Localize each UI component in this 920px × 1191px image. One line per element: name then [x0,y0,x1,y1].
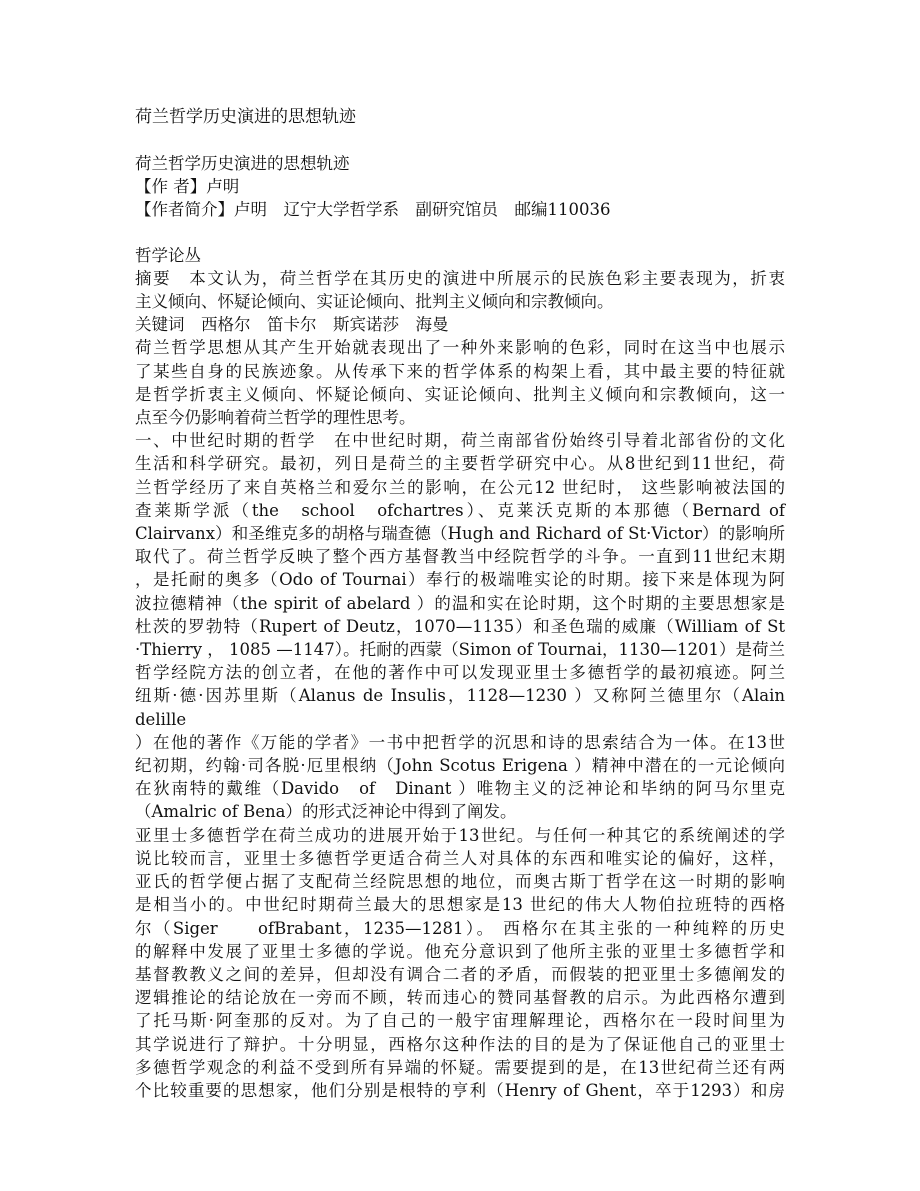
body-line: 摘要 本文认为，荷兰哲学在其历史的演进中所展示的民族色彩主要表现为，折衷 [135,268,785,288]
body-line: 了托马斯·阿奎那的反对。为了自己的一般宇宙理解理论，西格尔在一段时间里为 [135,1011,785,1031]
body-line: 主义倾向、怀疑论倾向、实证论倾向、批判主义倾向和宗教倾向。 [135,292,614,312]
article-title: 荷兰哲学历史演进的思想轨迹 [135,154,350,173]
body-line: 纪初期，约翰·司各脱·厄里根纳（John Scotus Erigena ）精神中潜在的一元论倾向 [135,756,785,776]
body-line: 是相当小的。中世纪时期荷兰最大的思想家是13 世纪的伟大人物伯拉班特的西格 [135,895,785,915]
body-line: 亚氏的哲学便占据了支配荷兰经院思想的地位，而奥古斯丁哲学在这一时期的影响 [135,872,785,892]
article-body [135,244,785,1103]
body-line: 了某些自身的民族迹象。从传承下来的哲学体系的构架上看，其中最主要的特征就 [135,361,785,381]
body-line: 杜茨的罗勃特（Rupert of Deutz，1070—1135）和圣色瑞的威廉（William of St [135,616,785,636]
document-title: 荷兰哲学历史演进的思想轨迹 [135,107,356,127]
body-line: ·Thierry ， 1085 —1147）。托耐的西蒙（Simon of Tournai，1130—1201）是荷兰 [135,640,785,660]
body-line: 查莱斯学派（the school ofchartres）、克莱沃克斯的本那德（Bernard of [135,500,785,520]
article-header [135,152,785,222]
body-line: 逻辑推论的结论放在一旁而不顾，转而违心的赞同基督教的启示。为此西格尔遭到 [135,988,785,1008]
body-line: （Amalric of Bena）的形式泛神论中得到了阐发。 [135,802,517,822]
body-line: 一、中世纪时期的哲学 在中世纪时期，荷兰南部省份始终引导着北部省份的文化 [135,431,785,451]
body-line: 波拉德精神（the spirit of abelard ）的温和实在论时期，这个时期的主要思想家是 [135,593,785,613]
body-line: 在狄南特的戴维（Davido of Dinant ）唯物主义的泛神论和毕纳的阿马尔里克 [135,779,785,799]
body-line: 尔（Siger ofBrabant，1235—1281）。 西格尔在其主张的一种纯粹的历史 [135,918,785,938]
body-line: 荷兰哲学思想从其产生开始就表现出了一种外来影响的色彩，同时在这当中也展示 [135,338,785,358]
body-line: 多德哲学观念的利益不受到所有异端的怀疑。需要提到的是，在13世纪荷兰还有两 [135,1057,785,1077]
body-line: 点至今仍影响着荷兰哲学的理性思考。 [135,408,416,428]
author-bio-line: 【作者简介】卢明 辽宁大学哲学系 副研究馆员 邮编110036 [135,200,611,220]
body-line: Clairvanx）和圣维克多的胡格与瑞查德（Hugh and Richard of St·Victor）的影响所 [135,524,785,544]
body-line: 兰哲学经历了来自英格兰和爱尔兰的影响，在公元12 世纪时， 这些影响被法国的 [135,477,785,497]
body-line: 关键词 西格尔 笛卡尔 斯宾诺莎 海曼 [135,315,449,335]
body-line: 的解释中发展了亚里士多德的学说。他充分意识到了他所主张的亚里士多德哲学和 [135,941,785,961]
body-line: ，是托耐的奥多（Odo of Tournai）奉行的极端唯实论的时期。接下来是体现为阿 [135,570,785,590]
document-page [135,104,785,1102]
body-line: ）在他的著作《万能的学者》一书中把哲学的沉思和诗的思索结合为一体。在13世 [135,732,785,752]
body-line: 亚里士多德哲学在荷兰成功的进展开始于13世纪。与任何一种其它的系统阐述的学 [135,825,785,845]
body-line: 哲学论丛 [135,245,201,265]
body-line: 个比较重要的思想家，他们分别是根特的亨利（Henry of Ghent，卒于1293）和房 [135,1080,785,1100]
spacer [135,222,785,244]
body-line: 生活和科学研究。最初，列日是荷兰的主要哲学研究中心。从8世纪到11世纪，荷 [135,454,785,474]
body-line: 基督教教义之间的差异，但却没有调合二者的矛盾，而假装的把亚里士多德阐发的 [135,964,785,984]
body-line: 哲学经院方法的创立者，在他的著作中可以发现亚里士多德哲学的最初痕迹。阿兰 [135,663,785,683]
author-line: 【作 者】卢明 [135,177,240,197]
body-line: 其学说进行了辩护。十分明显，西格尔这种作法的目的是为了保证他自己的亚里士 [135,1034,785,1054]
body-line: 说比较而言，亚里士多德哲学更适合荷兰人对具体的东西和唯实论的偏好，这样， [135,848,785,868]
body-line: 纽斯·德·因苏里斯（Alanus de Insulis，1128—1230 ）又称阿兰德里尔（Alain delille [135,686,785,729]
body-line: 是哲学折衷主义倾向、怀疑论倾向、实证论倾向、批判主义倾向和宗教倾向，这一 [135,384,785,404]
body-line: 取代了。荷兰哲学反映了整个西方基督教当中经院哲学的斗争。一直到11世纪末期 [135,547,785,567]
